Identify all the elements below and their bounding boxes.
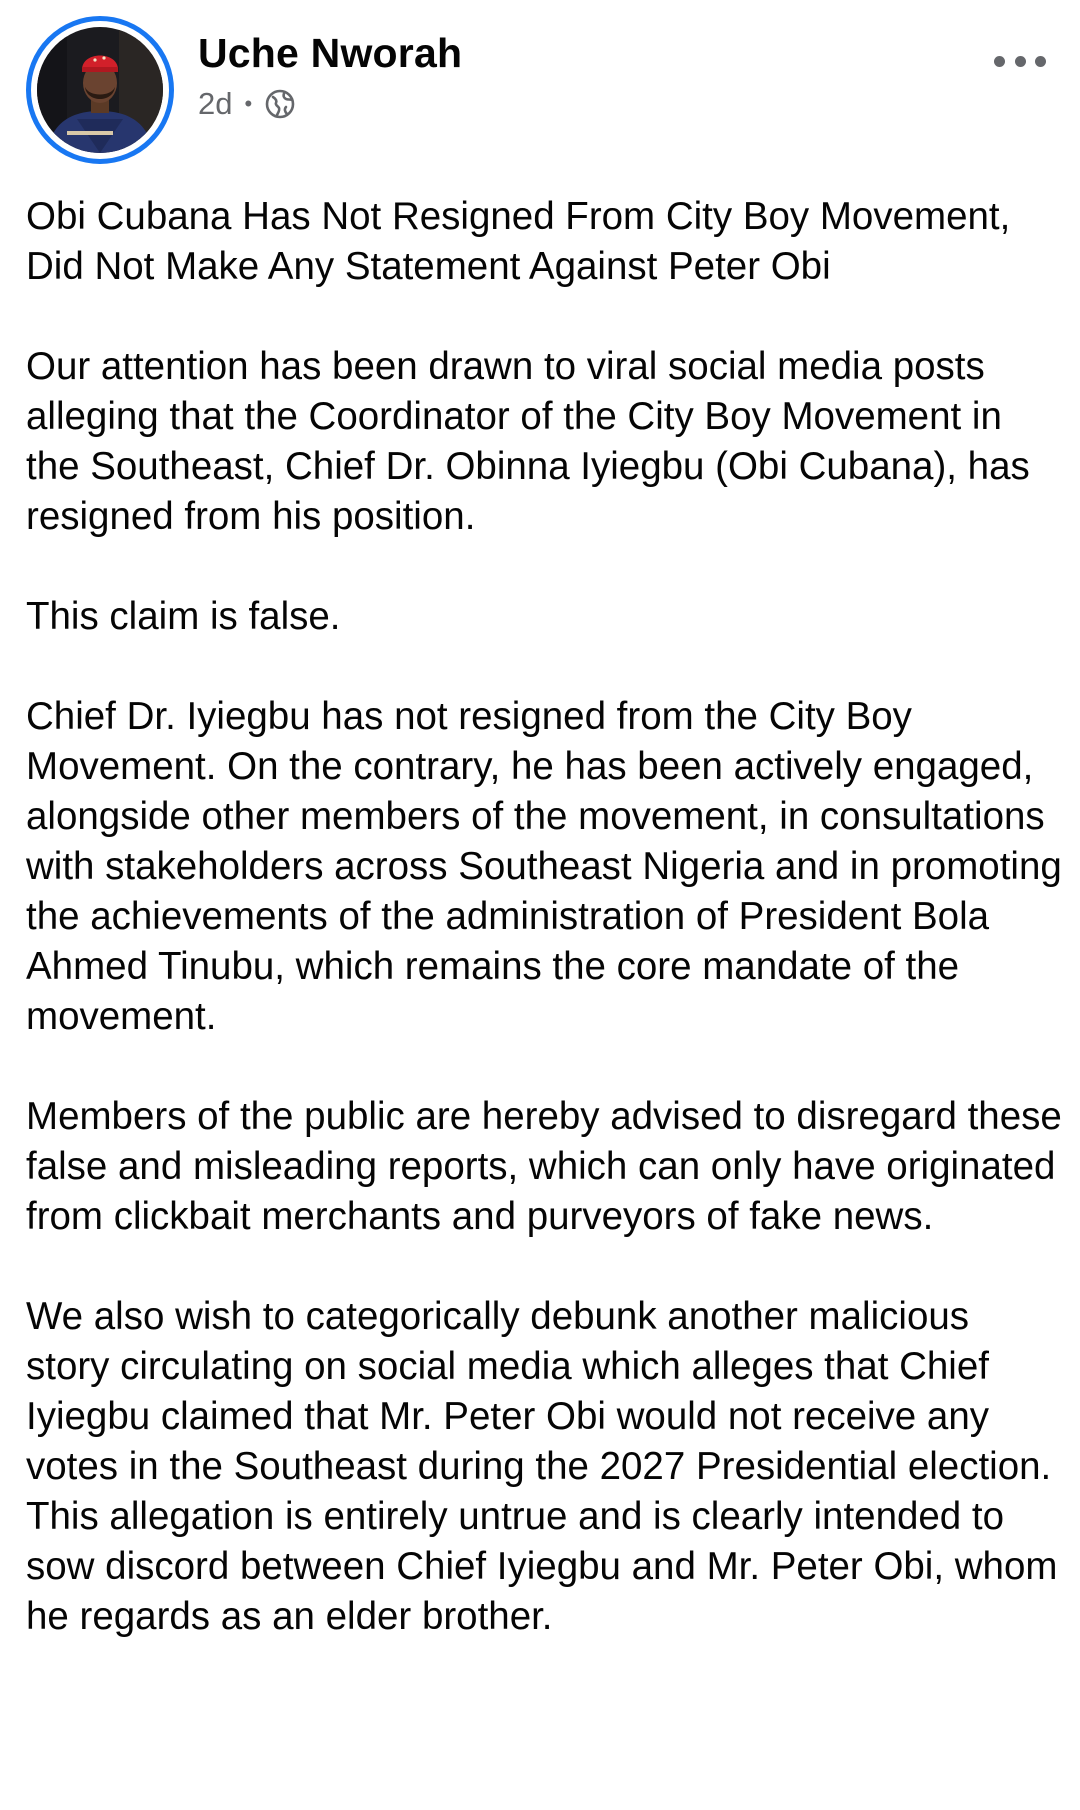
story-ring[interactable] [26, 16, 174, 164]
post-paragraph: We also wish to categorically debunk another malicious story circulating on social media which alleges that Chief Iyiegbu claimed that Mr. Peter Obi would not receive any votes in the Southeast during the 2027 Presidential election. This allegation is entirely untrue and is clearly intended to sow discord between Chief Iyiegbu and Mr. Peter Obi, whom he regards as an elder brother. [26, 1295, 1058, 1638]
post-meta [198, 86, 296, 122]
post-time[interactable]: 2d [198, 86, 233, 121]
more-dot [1015, 56, 1026, 67]
post-paragraph: Members of the public are hereby advised to disregard these false and misleading reports, which can only have originated from clickbait merchants and purveyors of fake news. [26, 1095, 1062, 1238]
globe-icon[interactable] [264, 88, 296, 120]
more-dot [994, 56, 1005, 67]
post-body [26, 192, 1062, 1692]
post-paragraph: Our attention has been drawn to viral social media posts alleging that the Coordinator of the City Boy Movement in the Southeast, Chief Dr. Obinna Iyiegbu (Obi Cubana), has resigned from his position. [26, 345, 1030, 538]
meta-separator: • [244, 91, 253, 116]
post-headline: Obi Cubana Has Not Resigned From City Boy Movement, Did Not Make Any Statement Against Peter Obi [26, 195, 1011, 288]
post-header [0, 0, 1080, 180]
author-name[interactable]: Uche Nworah [198, 30, 463, 76]
post-paragraph: This claim is false. [26, 595, 341, 638]
post-paragraph: Chief Dr. Iyiegbu has not resigned from the City Boy Movement. On the contrary, he has been actively engaged, alongside other members of the movement, in consultations with stakeholders across Southeast Nigeria and in promoting the achievements of the administration of President Bola Ahmed Tinubu, which remains the core mandate of the movement. [26, 695, 1062, 1038]
more-options-icon[interactable] [990, 38, 1050, 84]
avatar[interactable] [37, 27, 163, 153]
more-dot [1035, 56, 1046, 67]
